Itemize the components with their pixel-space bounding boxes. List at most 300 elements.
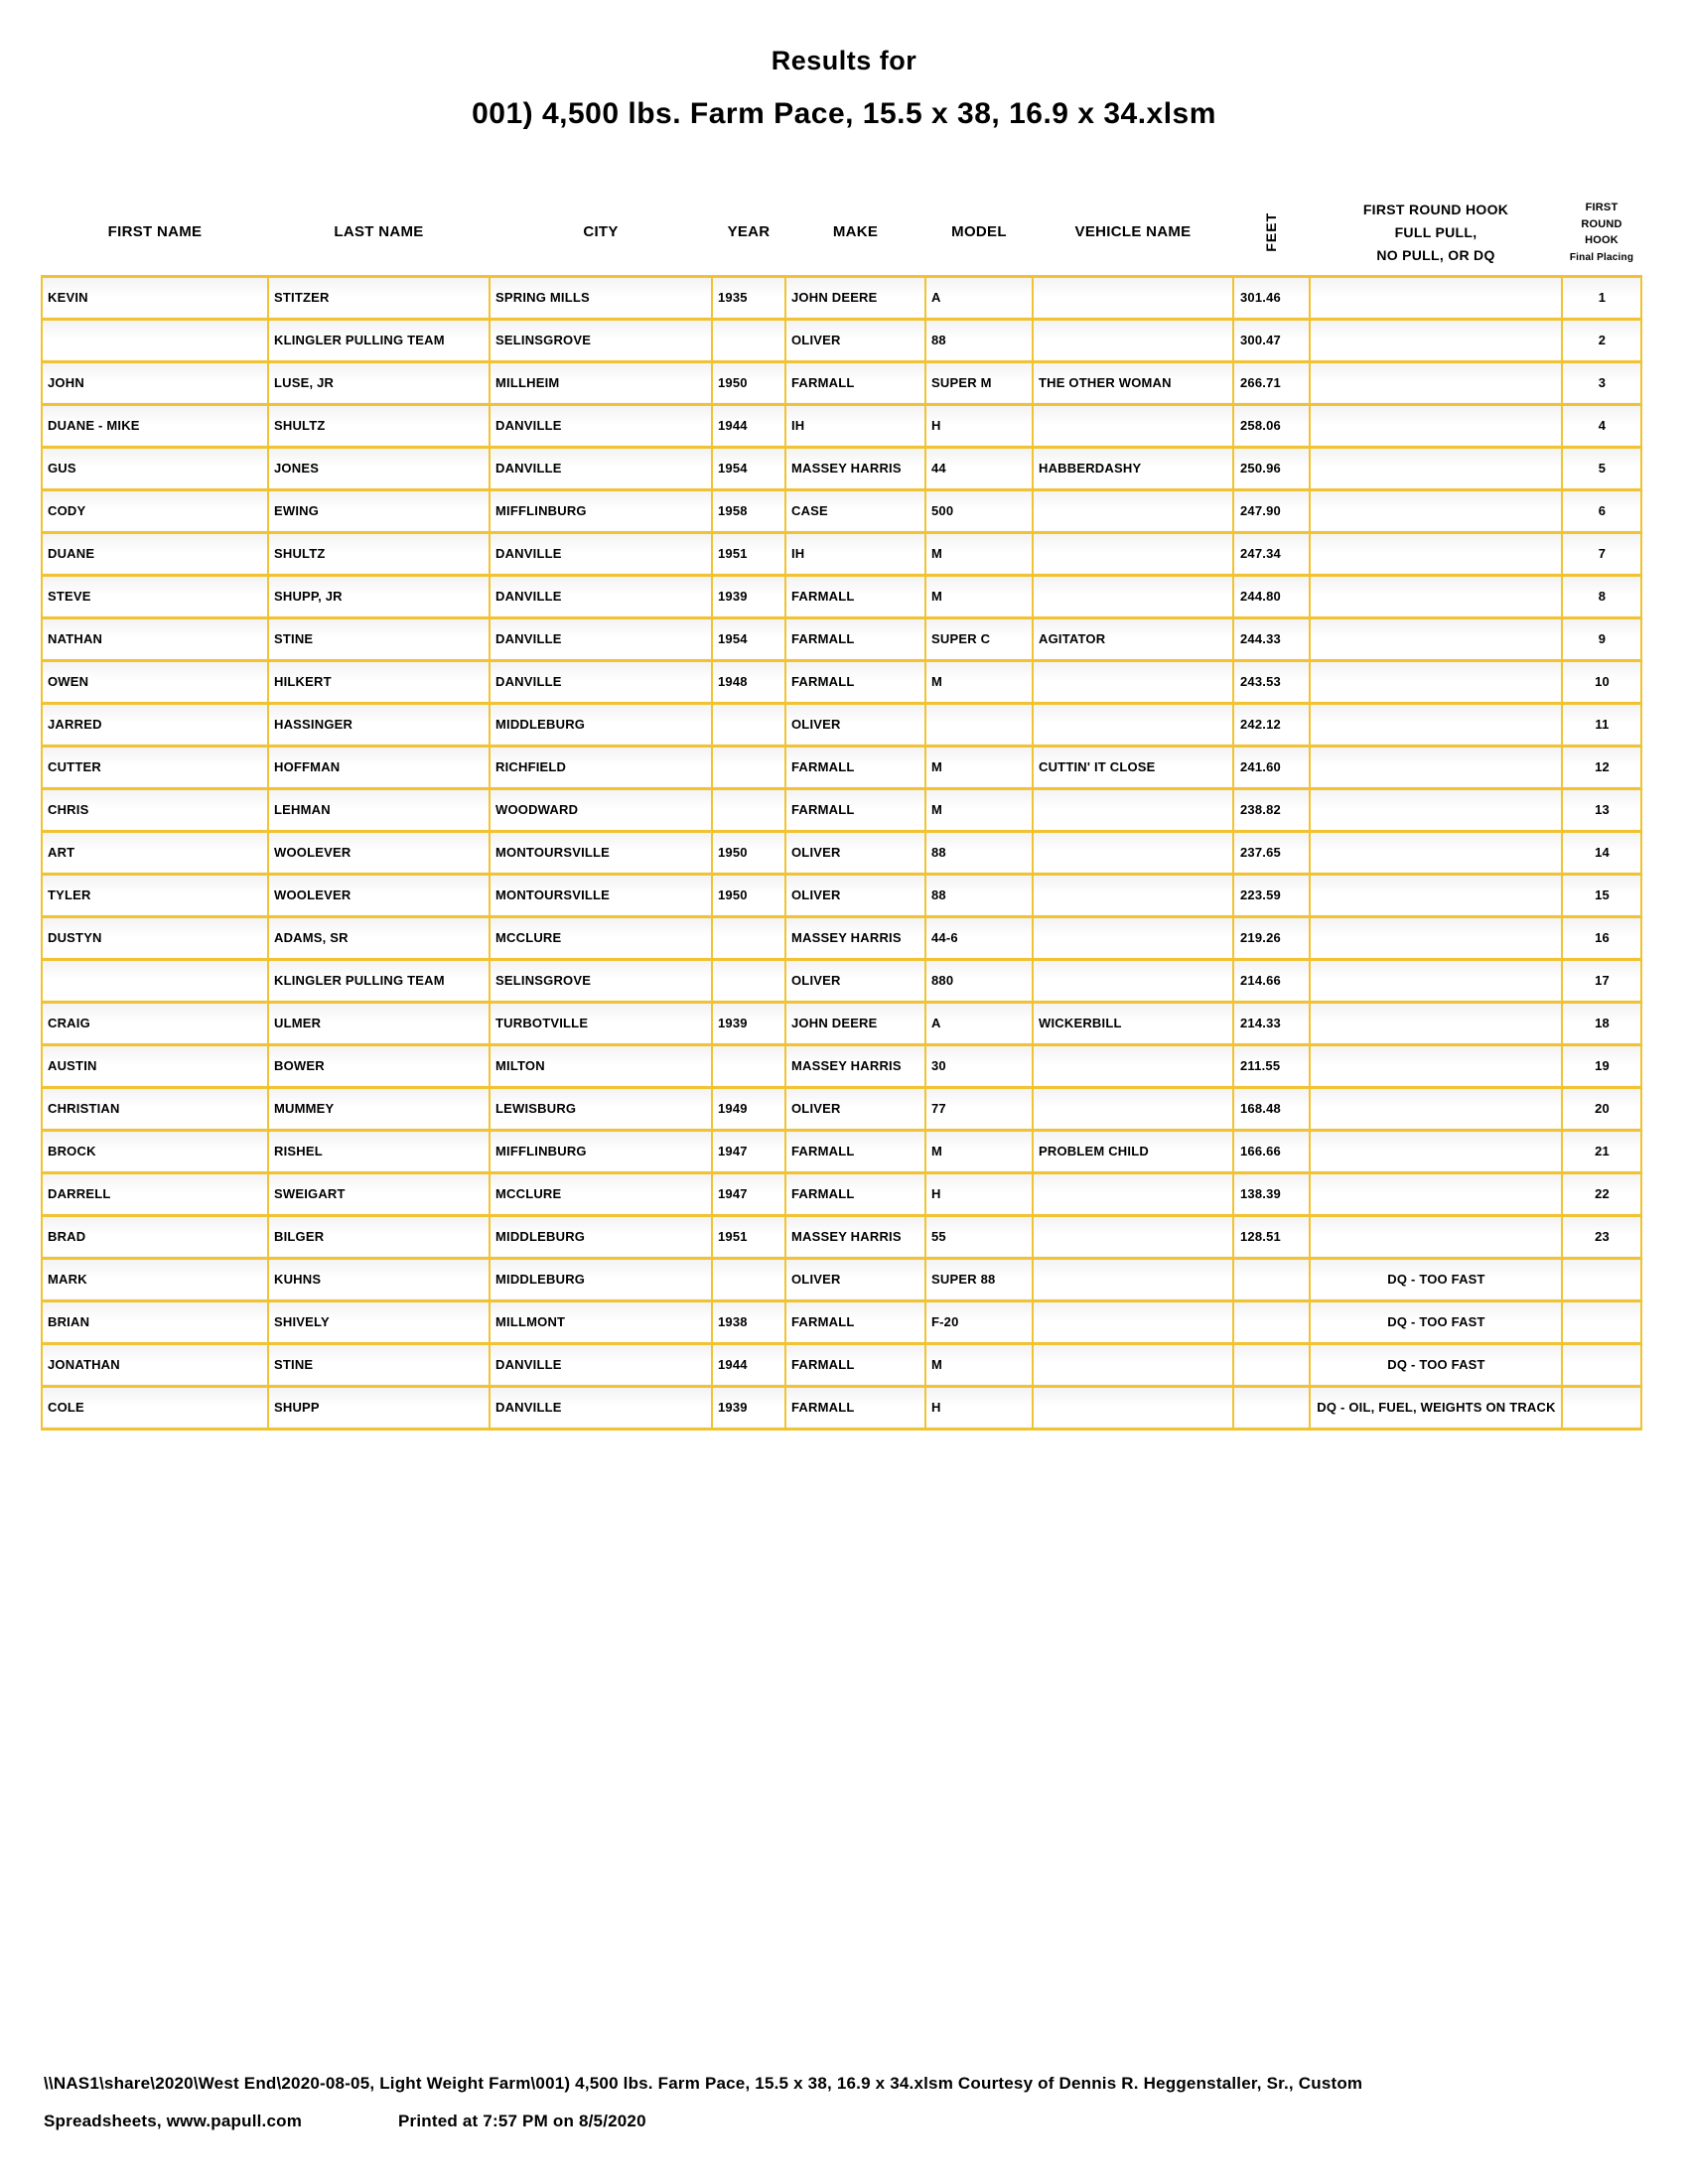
cell-year: 1954 (712, 617, 785, 660)
cell-model: M (925, 660, 1033, 703)
cell-model: H (925, 404, 1033, 447)
cell-city: DANVILLE (490, 660, 712, 703)
cell-city: DANVILLE (490, 617, 712, 660)
cell-city: MIFFLINBURG (490, 489, 712, 532)
cell-model: H (925, 1386, 1033, 1429)
cell-model: SUPER M (925, 361, 1033, 404)
cell-city: DANVILLE (490, 404, 712, 447)
cell-placing: 2 (1562, 319, 1641, 361)
cell-make: FARMALL (785, 1130, 925, 1172)
column-header-model: MODEL (951, 222, 1007, 240)
cell-first-name: CUTTER (42, 746, 268, 788)
cell-make: FARMALL (785, 575, 925, 617)
cell-make: FARMALL (785, 1386, 925, 1429)
cell-feet: 128.51 (1233, 1215, 1310, 1258)
cell-hook-result: DQ - TOO FAST (1310, 1258, 1562, 1300)
cell-hook-result (1310, 319, 1562, 361)
column-header-final-placing (1562, 191, 1641, 276)
cell-feet: 211.55 (1233, 1044, 1310, 1087)
cell-placing: 12 (1562, 746, 1641, 788)
cell-first-name: CHRIS (42, 788, 268, 831)
cell-placing (1562, 1300, 1641, 1343)
cell-make: OLIVER (785, 874, 925, 916)
cell-hook-result: DQ - TOO FAST (1310, 1343, 1562, 1386)
cell-vehicle-name: WICKERBILL (1033, 1002, 1233, 1044)
cell-make: FARMALL (785, 1172, 925, 1215)
cell-vehicle-name (1033, 1258, 1233, 1300)
cell-first-name: BRAD (42, 1215, 268, 1258)
cell-city: DANVILLE (490, 447, 712, 489)
cell-vehicle-name (1033, 319, 1233, 361)
cell-feet: 223.59 (1233, 874, 1310, 916)
cell-make: FARMALL (785, 746, 925, 788)
cell-placing: 22 (1562, 1172, 1641, 1215)
cell-model: 30 (925, 1044, 1033, 1087)
cell-feet: 168.48 (1233, 1087, 1310, 1130)
cell-model: M (925, 788, 1033, 831)
results-table (41, 191, 1642, 1431)
column-header-first-name: FIRST NAME (107, 222, 203, 240)
cell-hook-result (1310, 788, 1562, 831)
cell-model: SUPER C (925, 617, 1033, 660)
cell-vehicle-name (1033, 660, 1233, 703)
cell-city: MIDDLEBURG (490, 703, 712, 746)
cell-vehicle-name (1033, 1087, 1233, 1130)
cell-first-name (42, 959, 268, 1002)
cell-year (712, 319, 785, 361)
table-row (42, 617, 1641, 660)
page-subtitle-filename: 001) 4,500 lbs. Farm Pace, 15.5 x 38, 16.9 x 34.xlsm (472, 97, 1216, 130)
table-row (42, 1172, 1641, 1215)
cell-city: MIDDLEBURG (490, 1215, 712, 1258)
cell-model: 55 (925, 1215, 1033, 1258)
cell-feet: 241.60 (1233, 746, 1310, 788)
cell-model: M (925, 1343, 1033, 1386)
cell-last-name: JONES (268, 447, 490, 489)
cell-vehicle-name (1033, 1044, 1233, 1087)
table-row (42, 1258, 1641, 1300)
cell-last-name: STINE (268, 617, 490, 660)
cell-last-name: KUHNS (268, 1258, 490, 1300)
cell-city: MIDDLEBURG (490, 1258, 712, 1300)
cell-hook-result (1310, 489, 1562, 532)
cell-make: FARMALL (785, 1300, 925, 1343)
cell-first-name: MARK (42, 1258, 268, 1300)
cell-feet (1233, 1343, 1310, 1386)
cell-hook-result (1310, 746, 1562, 788)
cell-hook-result (1310, 1002, 1562, 1044)
cell-placing: 13 (1562, 788, 1641, 831)
cell-last-name: WOOLEVER (268, 874, 490, 916)
cell-model: 88 (925, 319, 1033, 361)
cell-feet: 300.47 (1233, 319, 1310, 361)
cell-vehicle-name: AGITATOR (1033, 617, 1233, 660)
cell-year (712, 746, 785, 788)
cell-feet: 238.82 (1233, 788, 1310, 831)
cell-hook-result (1310, 660, 1562, 703)
cell-year: 1939 (712, 1002, 785, 1044)
cell-city: MONTOURSVILLE (490, 874, 712, 916)
footer-path-line: \\NAS1\share\2020\West End\2020-08-05, Light Weight Farm\001) 4,500 lbs. Farm Pace, 15.5 x 38, 16.9 x 34.xlsm Courtesy of Dennis R. Heggenstaller, Sr., Custom (44, 2074, 1363, 2093)
cell-make: IH (785, 532, 925, 575)
cell-vehicle-name (1033, 916, 1233, 959)
cell-make: OLIVER (785, 1258, 925, 1300)
placing-header-line2: HOOK (1585, 234, 1618, 247)
cell-first-name: BROCK (42, 1130, 268, 1172)
cell-hook-result: DQ - TOO FAST (1310, 1300, 1562, 1343)
table-header-row (42, 191, 1641, 276)
cell-hook-result (1310, 1130, 1562, 1172)
cell-make: OLIVER (785, 703, 925, 746)
cell-feet: 242.12 (1233, 703, 1310, 746)
cell-first-name: STEVE (42, 575, 268, 617)
table-row (42, 1044, 1641, 1087)
cell-vehicle-name: PROBLEM CHILD (1033, 1130, 1233, 1172)
cell-vehicle-name (1033, 276, 1233, 319)
cell-last-name: RISHEL (268, 1130, 490, 1172)
cell-vehicle-name (1033, 489, 1233, 532)
cell-hook-result (1310, 276, 1562, 319)
cell-placing: 9 (1562, 617, 1641, 660)
cell-year: 1944 (712, 404, 785, 447)
cell-last-name: MUMMEY (268, 1087, 490, 1130)
hook-header-line1: FIRST ROUND HOOK (1362, 201, 1509, 217)
table-row (42, 361, 1641, 404)
table-row (42, 319, 1641, 361)
cell-model: 44-6 (925, 916, 1033, 959)
cell-placing: 15 (1562, 874, 1641, 916)
cell-feet: 243.53 (1233, 660, 1310, 703)
table-row (42, 447, 1641, 489)
table-row (42, 874, 1641, 916)
cell-first-name: JOHN (42, 361, 268, 404)
cell-model: A (925, 1002, 1033, 1044)
column-header-feet (1233, 191, 1310, 276)
cell-feet: 247.34 (1233, 532, 1310, 575)
cell-make: OLIVER (785, 319, 925, 361)
cell-hook-result (1310, 831, 1562, 874)
cell-model: 88 (925, 874, 1033, 916)
cell-placing: 23 (1562, 1215, 1641, 1258)
cell-last-name: ADAMS, SR (268, 916, 490, 959)
cell-vehicle-name (1033, 959, 1233, 1002)
cell-last-name: STITZER (268, 276, 490, 319)
cell-last-name: WOOLEVER (268, 831, 490, 874)
cell-hook-result (1310, 916, 1562, 959)
cell-make: OLIVER (785, 831, 925, 874)
cell-placing: 20 (1562, 1087, 1641, 1130)
cell-city: MILLHEIM (490, 361, 712, 404)
cell-model: F-20 (925, 1300, 1033, 1343)
table-row (42, 1215, 1641, 1258)
cell-city: SELINSGROVE (490, 319, 712, 361)
cell-year: 1951 (712, 1215, 785, 1258)
cell-hook-result (1310, 703, 1562, 746)
cell-vehicle-name (1033, 703, 1233, 746)
hook-header-line3: NO PULL, OR DQ (1376, 246, 1495, 263)
cell-make: JOHN DEERE (785, 276, 925, 319)
cell-last-name: SHUPP, JR (268, 575, 490, 617)
cell-model: M (925, 1130, 1033, 1172)
placing-header-line3: Final Placing (1569, 251, 1634, 263)
cell-first-name: CHRISTIAN (42, 1087, 268, 1130)
column-header-vehicle-name: VEHICLE NAME (1074, 222, 1192, 240)
table-row (42, 404, 1641, 447)
cell-year: 1949 (712, 1087, 785, 1130)
cell-year: 1950 (712, 831, 785, 874)
cell-first-name: KEVIN (42, 276, 268, 319)
cell-city: DANVILLE (490, 532, 712, 575)
cell-model: A (925, 276, 1033, 319)
cell-first-name: CODY (42, 489, 268, 532)
cell-city: DANVILLE (490, 575, 712, 617)
cell-city: MONTOURSVILLE (490, 831, 712, 874)
cell-placing: 1 (1562, 276, 1641, 319)
cell-city: MILTON (490, 1044, 712, 1087)
cell-city: SPRING MILLS (490, 276, 712, 319)
column-header-last-name: LAST NAME (334, 222, 424, 240)
cell-placing: 6 (1562, 489, 1641, 532)
cell-year: 1950 (712, 361, 785, 404)
cell-model: 88 (925, 831, 1033, 874)
cell-make: MASSEY HARRIS (785, 447, 925, 489)
cell-make: FARMALL (785, 1343, 925, 1386)
cell-vehicle-name (1033, 831, 1233, 874)
cell-last-name: HASSINGER (268, 703, 490, 746)
cell-city: MCCLURE (490, 1172, 712, 1215)
table-row (42, 1130, 1641, 1172)
cell-placing (1562, 1258, 1641, 1300)
table-row (42, 1002, 1641, 1044)
cell-placing: 5 (1562, 447, 1641, 489)
cell-feet (1233, 1386, 1310, 1429)
cell-city: LEWISBURG (490, 1087, 712, 1130)
cell-vehicle-name: THE OTHER WOMAN (1033, 361, 1233, 404)
cell-feet: 244.80 (1233, 575, 1310, 617)
hook-header-line2: FULL PULL, (1394, 223, 1477, 240)
cell-make: MASSEY HARRIS (785, 1044, 925, 1087)
cell-year: 1944 (712, 1343, 785, 1386)
cell-vehicle-name (1033, 575, 1233, 617)
cell-year: 1958 (712, 489, 785, 532)
table-row (42, 959, 1641, 1002)
cell-city: WOODWARD (490, 788, 712, 831)
cell-year (712, 1044, 785, 1087)
cell-placing: 4 (1562, 404, 1641, 447)
cell-hook-result (1310, 447, 1562, 489)
cell-feet: 247.90 (1233, 489, 1310, 532)
table-row (42, 660, 1641, 703)
cell-model: M (925, 746, 1033, 788)
cell-make: FARMALL (785, 660, 925, 703)
cell-vehicle-name (1033, 404, 1233, 447)
page-title: Results for (771, 46, 917, 75)
cell-vehicle-name (1033, 1386, 1233, 1429)
cell-first-name: DUANE (42, 532, 268, 575)
results-table-body (42, 276, 1641, 1429)
cell-model: 880 (925, 959, 1033, 1002)
cell-last-name: SHIVELY (268, 1300, 490, 1343)
cell-year: 1947 (712, 1172, 785, 1215)
cell-make: IH (785, 404, 925, 447)
cell-last-name: HOFFMAN (268, 746, 490, 788)
footer-second-line (44, 2103, 1613, 2140)
cell-city: MCCLURE (490, 916, 712, 959)
feet-rotated-label: FEET (1262, 211, 1279, 252)
cell-feet: 301.46 (1233, 276, 1310, 319)
cell-hook-result: DQ - OIL, FUEL, WEIGHTS ON TRACK (1310, 1386, 1562, 1429)
cell-placing: 19 (1562, 1044, 1641, 1087)
cell-hook-result (1310, 361, 1562, 404)
cell-make: FARMALL (785, 617, 925, 660)
cell-hook-result (1310, 532, 1562, 575)
cell-last-name: LEHMAN (268, 788, 490, 831)
table-row (42, 831, 1641, 874)
cell-vehicle-name: HABBERDASHY (1033, 447, 1233, 489)
cell-placing: 18 (1562, 1002, 1641, 1044)
table-row (42, 1087, 1641, 1130)
cell-year: 1939 (712, 1386, 785, 1429)
cell-model: 500 (925, 489, 1033, 532)
cell-first-name: GUS (42, 447, 268, 489)
cell-feet: 138.39 (1233, 1172, 1310, 1215)
cell-last-name: KLINGLER PULLING TEAM (268, 319, 490, 361)
cell-vehicle-name (1033, 1343, 1233, 1386)
cell-make: OLIVER (785, 959, 925, 1002)
cell-vehicle-name (1033, 1172, 1233, 1215)
cell-city: MIFFLINBURG (490, 1130, 712, 1172)
column-header-make: MAKE (832, 222, 879, 240)
cell-vehicle-name: CUTTIN' IT CLOSE (1033, 746, 1233, 788)
cell-vehicle-name (1033, 874, 1233, 916)
cell-placing: 14 (1562, 831, 1641, 874)
cell-last-name: SHULTZ (268, 532, 490, 575)
cell-year (712, 959, 785, 1002)
cell-last-name: SHUPP (268, 1386, 490, 1429)
cell-make: CASE (785, 489, 925, 532)
placing-header-line1: FIRST ROUND (1581, 202, 1622, 230)
cell-placing: 7 (1562, 532, 1641, 575)
cell-hook-result (1310, 575, 1562, 617)
cell-city: TURBOTVILLE (490, 1002, 712, 1044)
cell-first-name: AUSTIN (42, 1044, 268, 1087)
cell-feet: 244.33 (1233, 617, 1310, 660)
cell-year (712, 916, 785, 959)
cell-make: FARMALL (785, 361, 925, 404)
footer-website-text: Spreadsheets, www.papull.com (44, 2112, 303, 2130)
cell-year (712, 788, 785, 831)
cell-placing: 3 (1562, 361, 1641, 404)
cell-last-name: STINE (268, 1343, 490, 1386)
cell-vehicle-name (1033, 1300, 1233, 1343)
cell-feet: 166.66 (1233, 1130, 1310, 1172)
cell-placing: 16 (1562, 916, 1641, 959)
table-row (42, 532, 1641, 575)
cell-year: 1948 (712, 660, 785, 703)
cell-last-name: BOWER (268, 1044, 490, 1087)
cell-hook-result (1310, 1044, 1562, 1087)
cell-feet: 214.66 (1233, 959, 1310, 1002)
cell-hook-result (1310, 874, 1562, 916)
cell-make: MASSEY HARRIS (785, 916, 925, 959)
cell-first-name: NATHAN (42, 617, 268, 660)
cell-hook-result (1310, 404, 1562, 447)
table-row (42, 276, 1641, 319)
cell-last-name: LUSE, JR (268, 361, 490, 404)
cell-year (712, 703, 785, 746)
column-header-city: CITY (583, 222, 619, 240)
cell-model: 77 (925, 1087, 1033, 1130)
cell-year: 1950 (712, 874, 785, 916)
cell-hook-result (1310, 1172, 1562, 1215)
cell-hook-result (1310, 617, 1562, 660)
cell-year: 1935 (712, 276, 785, 319)
cell-make: FARMALL (785, 788, 925, 831)
page-footer (44, 2065, 1613, 2140)
cell-last-name: SHULTZ (268, 404, 490, 447)
cell-placing: 8 (1562, 575, 1641, 617)
table-row (42, 489, 1641, 532)
cell-year: 1954 (712, 447, 785, 489)
cell-model: M (925, 532, 1033, 575)
cell-city: MILLMONT (490, 1300, 712, 1343)
table-row (42, 1343, 1641, 1386)
cell-first-name: BRIAN (42, 1300, 268, 1343)
cell-feet: 258.06 (1233, 404, 1310, 447)
cell-make: JOHN DEERE (785, 1002, 925, 1044)
cell-hook-result (1310, 959, 1562, 1002)
cell-feet (1233, 1300, 1310, 1343)
cell-first-name: DUANE - MIKE (42, 404, 268, 447)
cell-year (712, 1258, 785, 1300)
cell-first-name: TYLER (42, 874, 268, 916)
cell-last-name: KLINGLER PULLING TEAM (268, 959, 490, 1002)
table-row (42, 916, 1641, 959)
cell-feet: 237.65 (1233, 831, 1310, 874)
cell-first-name: DUSTYN (42, 916, 268, 959)
cell-last-name: EWING (268, 489, 490, 532)
cell-make: MASSEY HARRIS (785, 1215, 925, 1258)
cell-placing: 17 (1562, 959, 1641, 1002)
cell-first-name (42, 319, 268, 361)
cell-city: RICHFIELD (490, 746, 712, 788)
cell-model: M (925, 575, 1033, 617)
cell-year: 1951 (712, 532, 785, 575)
cell-vehicle-name (1033, 532, 1233, 575)
cell-model: 44 (925, 447, 1033, 489)
cell-placing (1562, 1386, 1641, 1429)
cell-last-name: HILKERT (268, 660, 490, 703)
cell-last-name: ULMER (268, 1002, 490, 1044)
column-header-first-round-hook-result (1310, 191, 1562, 276)
cell-make: OLIVER (785, 1087, 925, 1130)
cell-model: H (925, 1172, 1033, 1215)
cell-year: 1938 (712, 1300, 785, 1343)
cell-first-name: JONATHAN (42, 1343, 268, 1386)
cell-vehicle-name (1033, 1215, 1233, 1258)
cell-feet: 266.71 (1233, 361, 1310, 404)
cell-city: DANVILLE (490, 1343, 712, 1386)
cell-city: DANVILLE (490, 1386, 712, 1429)
cell-placing: 11 (1562, 703, 1641, 746)
cell-vehicle-name (1033, 788, 1233, 831)
cell-feet: 250.96 (1233, 447, 1310, 489)
cell-first-name: CRAIG (42, 1002, 268, 1044)
table-row (42, 1300, 1641, 1343)
cell-first-name: OWEN (42, 660, 268, 703)
cell-placing: 21 (1562, 1130, 1641, 1172)
table-row (42, 703, 1641, 746)
